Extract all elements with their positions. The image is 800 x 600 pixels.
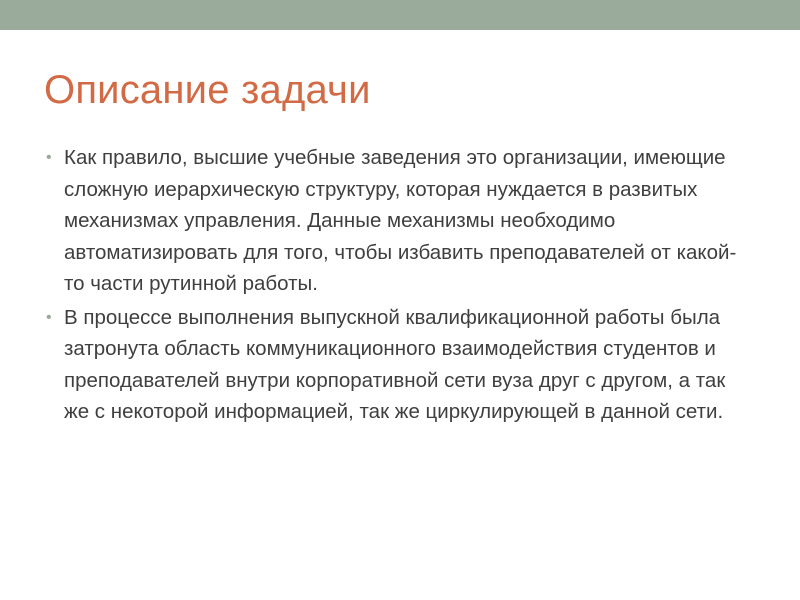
bullet-text: Как правило, высшие учебные заведения это организации, имеющие сложную иерархическую структуру, которая нуждается в развитых механизмах управления. Данные механизмы необходимо автоматизировать для того, чтобы избавить преподавателей от какой-то части рутинной работы.	[64, 146, 737, 295]
top-accent-bar	[0, 0, 800, 30]
bullet-list	[44, 142, 744, 430]
bullet-icon: •	[46, 308, 52, 326]
bullet-icon: •	[46, 149, 52, 166]
bullet-text: В процессе выполнения выпускной квалификационной работы была затронута область коммуникационного взаимодействия студентов и преподавателей внутри корпоративной сети вуза друг с другом, а так же с некоторой информацией, так же циркулирующей в данной сети.	[64, 305, 726, 423]
bullet-item	[44, 302, 744, 428]
bullet-item	[44, 142, 744, 300]
slide-title: Описание задачи	[44, 68, 371, 112]
